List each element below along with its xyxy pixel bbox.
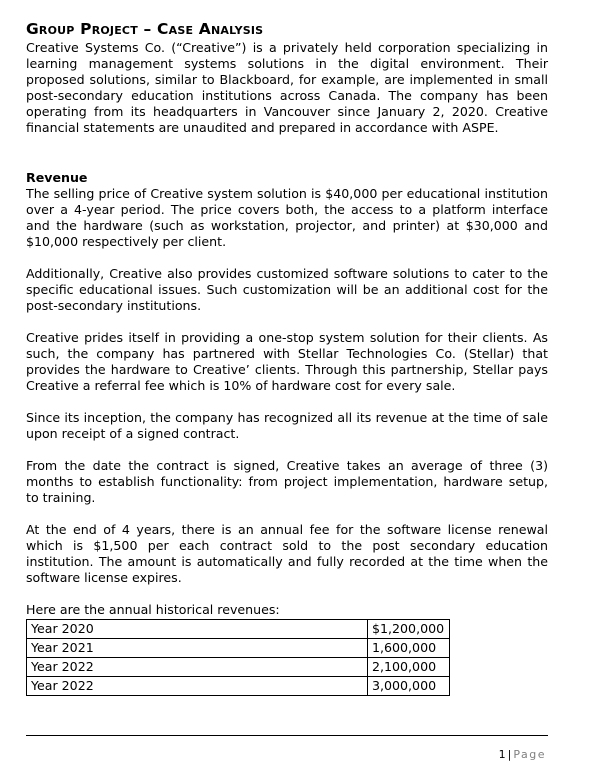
amount-cell: 3,000,000 [368,677,450,696]
intro-paragraph: Creative Systems Co. (“Creative”) is a privately held corporation specializing in learning management systems solutions in the digital environment. Their proposed solutions, similar to Blackboard, for example, are implemented in small post-secondary education institutions across Canada. The company has been operating from its headquarters in Vancouver since January 2, 2020. Creative financial statements are unaudited and prepared in accordance with ASPE. [26,40,548,135]
paragraph-selling-price: The selling price of Creative system solution is $40,000 per educational institution over a 4-year period. The price covers both, the access to a platform interface and the hardware (such as workstation, projector, and printer) at $30,000 and $10,000 respectively per client. [26,186,548,249]
footer-separator: | [507,748,512,761]
paragraph-license-renewal: At the end of 4 years, there is an annual fee for the software license renewal which is $1,500 per each contract sold to the post secondary education institution. The amount is automatically and fully recorded at the time when the software license expires. [26,522,548,585]
table-row [27,658,450,677]
document-title: Group Project – Case Analysis [26,20,264,38]
year-cell: Year 2020 [27,620,368,639]
table-row [27,677,450,696]
paragraph-recognition: Since its inception, the company has recognized all its revenue at the time of sale upon receipt of a signed contract. [26,410,548,441]
amount-cell: $1,200,000 [368,620,450,639]
table-row [27,620,450,639]
page-number: 1 [498,748,506,761]
page-footer [499,748,546,761]
amount-cell: 1,600,000 [368,639,450,658]
paragraph-partnership: Creative prides itself in providing a one-stop system solution for their clients. As such, the company has partnered with Stellar Technologies Co. (Stellar) that provides the hardware to Creative’ clients. Through this partnership, Stellar pays Creative a referral fee which is 10% of hardware cost for every sale. [26,330,548,393]
year-cell: Year 2021 [27,639,368,658]
footer-divider [26,735,548,736]
amount-cell: 2,100,000 [368,658,450,677]
table-intro: Here are the annual historical revenues: [26,602,280,617]
year-cell: Year 2022 [27,677,368,696]
year-cell: Year 2022 [27,658,368,677]
paragraph-functionality: From the date the contract is signed, Creative takes an average of three (3) months to establish functionality: from project implementation, hardware setup, to training. [26,458,548,505]
revenue-heading: Revenue [26,170,88,185]
page-label: Page [513,748,546,761]
paragraph-customization: Additionally, Creative also provides customized software solutions to cater to the specific educational issues. Such customization will be an additional cost for the post-secondary institutions. [26,266,548,313]
revenue-table [26,619,450,696]
document-page [26,20,548,696]
table-row [27,639,450,658]
